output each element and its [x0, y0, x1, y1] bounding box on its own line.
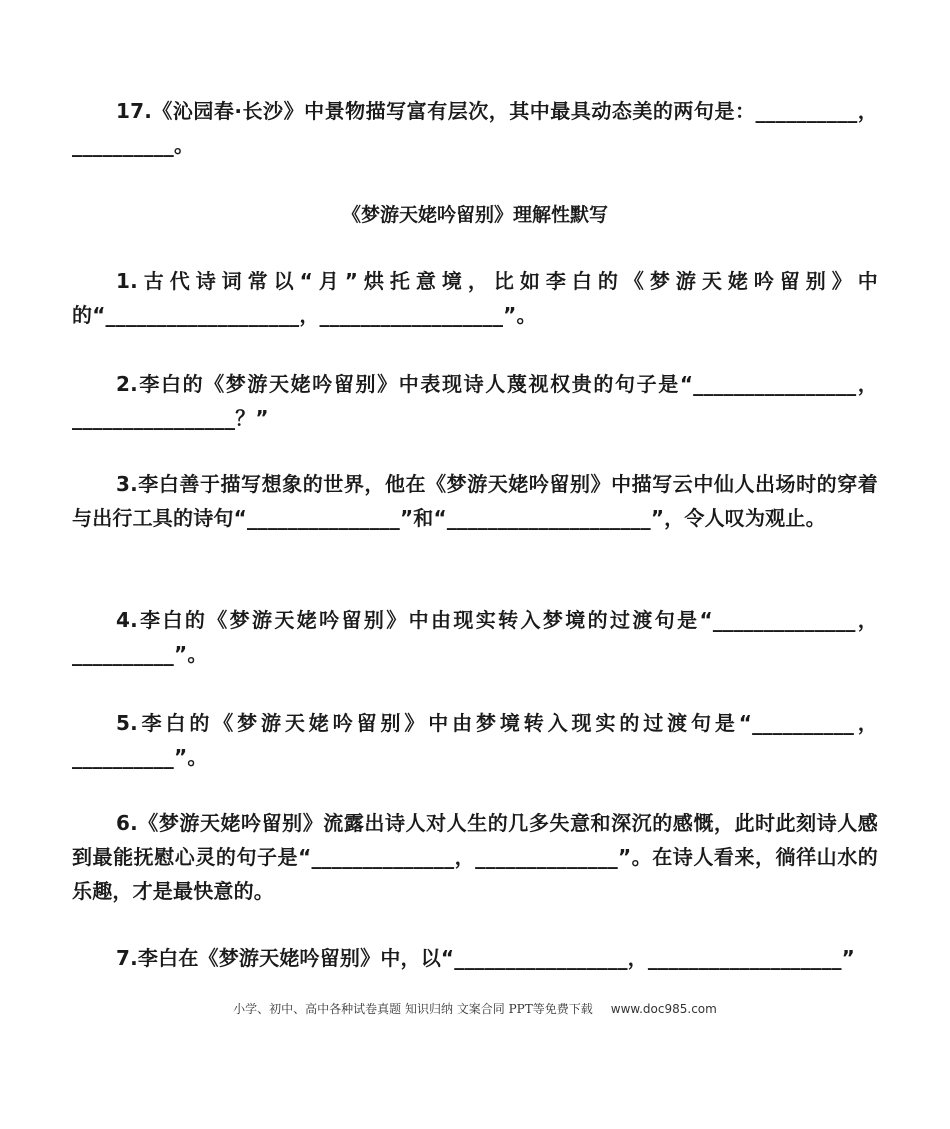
question-2: 2.李白的《梦游天姥吟留别》中表现诗人蔑视权贵的句子是“________________，________________？”: [72, 372, 878, 430]
section-title: 《梦游天姥吟留别》理解性默写: [341, 204, 608, 226]
question-17: 17.《沁园春·长沙》中景物描写富有层次，其中最具动态美的两句是：__________，__________。: [72, 99, 878, 157]
question-5: 5.李白的《梦游天姥吟留别》中由梦境转入现实的过渡句是“__________，__________”。: [72, 711, 878, 769]
question-4: 4.李白的《梦游天姥吟留别》中由现实转入梦境的过渡句是“______________，__________”。: [72, 608, 878, 666]
page-footer: [0, 999, 950, 1019]
footer-site: www.doc985.com: [610, 1002, 717, 1016]
question-6: 6.《梦游天姥吟留别》流露出诗人对人生的几多失意和深沉的感慨，此时此刻诗人感到最能抚慰心灵的句子是“______________，______________”。在诗人看来，徜徉山水的乐趣，才是最快意的。: [72, 811, 878, 903]
question-3: 3.李白善于描写想象的世界，他在《梦游天姥吟留别》中描写云中仙人出场时的穿着与出行工具的诗句“_______________”和“____________________”，令人叹为观止。: [72, 472, 878, 530]
footer-text: 小学、初中、高中各种试卷真题 知识归纳 文案合同 PPT等免费下载: [233, 1002, 593, 1016]
question-1: 1.古代诗词常以“月”烘托意境，比如李白的《梦游天姥吟留别》中的“___________________，__________________”。: [72, 269, 878, 327]
question-7: 7.李白在《梦游天姥吟留别》中，以“_________________，___________________”: [116, 946, 856, 970]
